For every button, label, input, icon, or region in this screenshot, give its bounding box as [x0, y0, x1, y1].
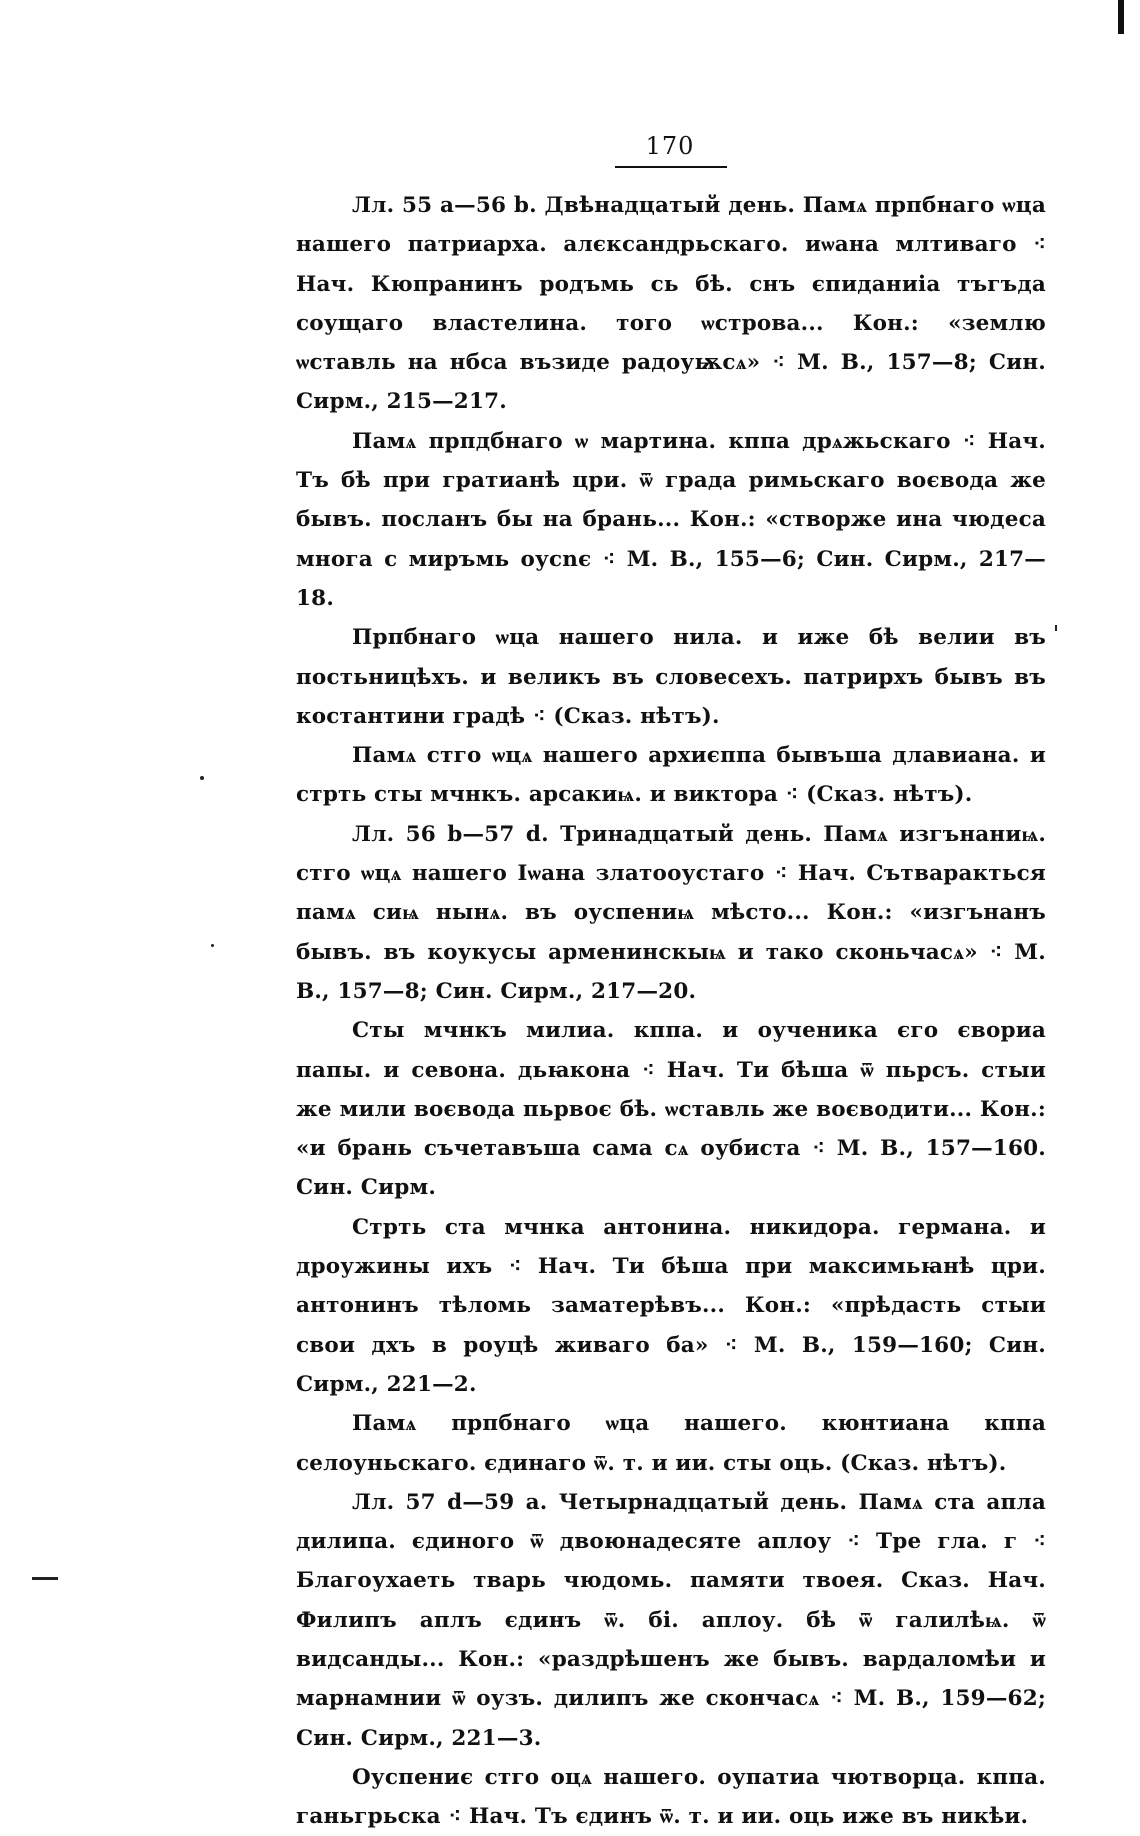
scan-edge-mark: [1118, 0, 1124, 34]
margin-dash: [32, 1577, 58, 1580]
page-number-rule: [615, 166, 727, 168]
paragraph-9: Лл. 57 d—59 а. Четырнадцатый день. Памѧ ста апла дилипа. єдиного ѿ двоюнадесяте аплоу ⁖ Тре гла. г ⁖ Благоухаеть тварь чюдомь. памяти твоея. Сказ. Нач. Филипъ аплъ єдинъ ѿ. бі. аплоу. бѣ ѿ галилѣѩ. ѿ видсанды... Кон.: «раздрѣшенъ же бывъ. вардаломѣи и марнамнии ѿ оузъ. дилипъ же скончасѧ ⁖ М. В., 159—62; Син. Сирм., 221—3.: [296, 1489, 1046, 1751]
paragraph-4: Памѧ стго ѡцѧ нашего архиєппа бывъша длавиана. и стрть сты мчнкъ. арсакиѩ. и виктора ⁖ (Сказ. нѣтъ).: [296, 743, 1046, 808]
margin-tick: [1055, 625, 1057, 631]
margin-dot: [200, 776, 204, 780]
paragraph-1: Лл. 55 а—56 b. Двѣнадцатый день. Памѧ прпбнаго ѡца нашего патриарха. алєксандрьскаго. иѡана млтиваго ⁖ Нач. Кюпранинъ родъмь сь бѣ. снъ єпиданиіа тъгъда соущаго властелина. того ѡстрова... Кон.: «землю ѡставль на нбса възиде радоуѭсѧ» ⁖ М. В., 157—8; Син. Сирм., 215—217.: [296, 193, 1046, 415]
paragraph-2: Памѧ прпдбнаго ѡ мартина. кппа дрѧжьскаго ⁖ Нач. Тъ бѣ при гратианѣ цри. ѿ града римьскаго воєвода же бывъ. посланъ бы на брань... Кон.: «створже ина чюдеса многа с миръмь оусnє ⁖ М. В., 155—6; Син. Сирм., 217—18.: [296, 428, 1046, 611]
paragraph-7: Стрть ста мчнка антонина. никидора. германа. и дроужины ихъ ⁖ Нач. Ти бѣша при максимьꙗнѣ цри. антонинъ тѣломь заматерѣвъ... Кон.: «прѣдасть стыи свои дхъ в роуцѣ живаго ба» ⁖ М. В., 159—160; Син. Сирм., 221—2.: [296, 1214, 1046, 1397]
paragraph-10: Оуспениє стго оцѧ нашего. оупатиа чютворца. кппа. ганьгрьска ⁖ Нач. Тъ єдинъ ѿ. т. и ии. оць иже въ никѣи.: [296, 1764, 1046, 1830]
paragraph-5: Лл. 56 b—57 d. Тринадцатый день. Памѧ изгънаниѩ. стго ѡцѧ нашего Іѡана златооустаго ⁖ Нач. Сътваракться памѧ сиѩ нынѧ. въ оуспениѩ мѣсто... Кон.: «изгънанъ бывъ. въ коукусы арменинскыѩ и тако сконьчасѧ» ⁖ М. В., 157—8; Син. Сирм., 217—20.: [296, 821, 1046, 1004]
margin-dot: [211, 944, 214, 947]
paragraph-3: Прпбнаго ѡца нашего нила. и иже бѣ велии въ постьницѣхъ. и великъ въ словесехъ. патрирхъ бывъ въ костантини градѣ ⁖ (Сказ. нѣтъ).: [296, 625, 1046, 729]
paragraph-8: Памѧ прпбнаго ѡца нашего. кюнтиана кппа селоуньскаго. єдинаго ѿ. т. и ии. сты оць. (Сказ. нѣтъ).: [296, 1411, 1046, 1476]
body-text: [296, 186, 1046, 1836]
paragraph-6: Сты мчнкъ милиа. кппа. и оученика єго євориа папы. и севона. дьꙗкона ⁖ Нач. Ти бѣша ѿ пьрсъ. стыи же мили воєвода пьрвоє бѣ. ѡставль же воєводити... Кон.: «и брань съчетавъша сама сѧ оубиста ⁖ М. В., 157—160. Син. Сирм.: [296, 1018, 1046, 1201]
page-number: 170: [645, 132, 695, 160]
